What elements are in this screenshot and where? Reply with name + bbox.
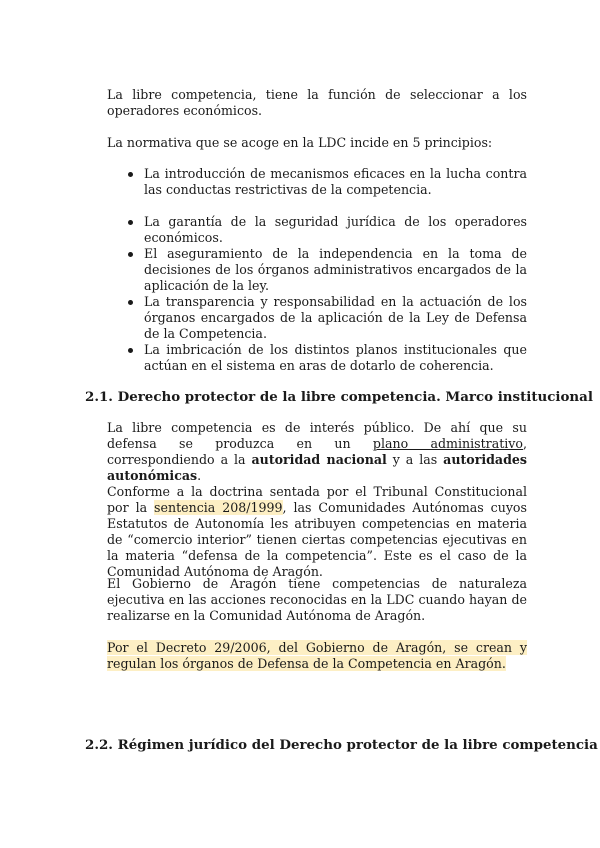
- highlight-sentencia: sentencia 208/1999: [154, 500, 283, 515]
- bullet-icon: [128, 220, 133, 225]
- section-2-1-paragraph-3: El Gobierno de Aragón tiene competencias de naturaleza ejecutiva en las acciones reconocidas en la LDC cuando hayan de realizarse en la Comunidad Autónoma de Aragón.: [107, 576, 527, 623]
- list-item: La garantía de la seguridad jurídica de los operadores económicos.: [144, 214, 527, 245]
- principles-lead-paragraph: La normativa que se acoge en la LDC incide en 5 principios:: [107, 135, 493, 150]
- list-item: La introducción de mecanismos eficaces en la lucha contra las conductas restrictivas de la competencia.: [144, 166, 527, 197]
- list-item: El aseguramiento de la independencia en la toma de decisiones de los órganos administrativos encargados de la aplicación de la ley.: [144, 246, 527, 293]
- section-2-1-paragraph-1: La libre competencia es de interés público. De ahí que su defensa se produzca en un plano administrativo, correspondiendo a la autoridad nacional y a las autoridades autonómicas.: [107, 420, 528, 483]
- bullet-icon: [128, 172, 133, 177]
- bullet-icon: [128, 348, 133, 353]
- highlight-decreto: Por el Decreto 29/2006, del Gobierno de Aragón, se crean y regulan los órganos de Defensa de la Competencia en Aragón.: [107, 640, 527, 671]
- bullet-icon: [128, 252, 133, 257]
- section-2-1-paragraph-2: Conforme a la doctrina sentada por el Tribunal Constitucional por la sentencia 208/1999, las Comunidades Autónomas cuyos Estatutos de Autonomía les atribuyen competencias en materia de “comercio interior” tienen ciertas competencias ejecutivas en la materia “defensa de la competencia”. Este es el caso de la Comunidad Autónoma de Aragón.: [107, 484, 527, 579]
- bullet-icon: [128, 300, 133, 305]
- intro-paragraph: La libre competencia, tiene la función de seleccionar a los operadores económicos.: [107, 87, 527, 118]
- section-heading-2-1: 2.1. Derecho protector de la libre competencia. Marco institucional: [85, 389, 593, 405]
- section-heading-2-2: 2.2. Régimen jurídico del Derecho protector de la libre competencia: [85, 737, 598, 753]
- section-2-1-paragraph-4: [107, 640, 527, 672]
- plano-administrativo-link[interactable]: plano administrativo: [372, 436, 523, 451]
- list-item: La imbricación de los distintos planos institucionales que actúan en el sistema en aras de dotarlo de coherencia.: [144, 342, 527, 373]
- list-item: La transparencia y responsabilidad en la actuación de los órganos encargados de la aplicación de la Ley de Defensa de la Competencia.: [144, 294, 527, 341]
